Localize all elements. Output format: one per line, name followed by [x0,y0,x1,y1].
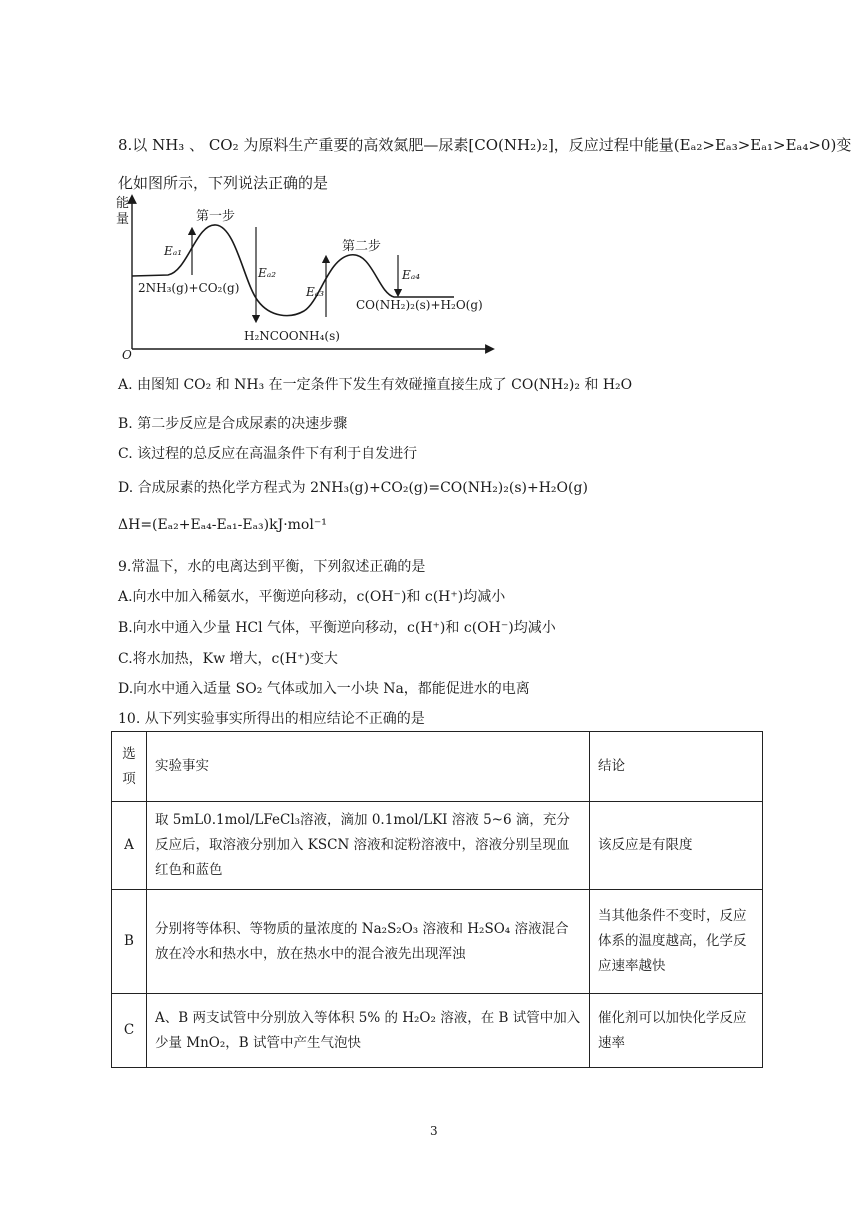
header-fact: 实验事实 [147,732,590,802]
origin-label: O [122,348,132,362]
question-8-stem-continued: 化如图所示，下列说法正确的是 [118,174,329,192]
y-axis-label-2: 量 [116,212,130,227]
row-conclusion: 该反应是有限度 [590,802,763,890]
q8-option-d: D. 合成尿素的热化学方程式为 2NH₃(g)+CO₂(g)=CO(NH₂)₂(s)+H₂O(g) [118,480,588,496]
q9-option-a: A.向水中加入稀氨水，平衡逆向移动，c(OH⁻)和 c(H⁺)均减小 [118,589,506,605]
q8-option-d-enthalpy: ΔH=(Eₐ₂+Eₐ₄-Eₐ₁-Eₐ₃)kJ·mol⁻¹ [118,517,327,533]
row-conclusion: 催化剂可以加快化学反应速率 [590,994,763,1068]
table-row [112,802,763,890]
y-axis-label-1: 能 [116,196,130,211]
row-fact: 取 5mL0.1mol/LFeCl₃溶液，滴加 0.1mol/LKI 溶液 5~6 滴，充分反应后，取溶液分别加入 KSCN 溶液和淀粉溶液中，溶液分别呈现血红色和蓝色 [147,802,590,890]
experiment-table [111,731,763,1068]
question-10-stem: 10. 从下列实验事实所得出的相应结论不正确的是 [118,711,425,727]
intermediate-label: H₂NCOONH₄(s) [244,329,340,343]
reactants-label: 2NH₃(g)+CO₂(g) [138,281,240,295]
table-header-row [112,732,763,802]
table-row [112,890,763,994]
products-label: CO(NH₂)₂(s)+H₂O(g) [356,298,483,312]
step2-label: 第二步 [342,239,382,254]
ea3-label: Eₐ₃ [306,285,325,299]
row-fact: 分别将等体积、等物质的量浓度的 Na₂S₂O₃ 溶液和 H₂SO₄ 溶液混合放在冷水和热水中，放在热水中的混合液先出现浑浊 [147,890,590,994]
row-fact: A、B 两支试管中分别放入等体积 5% 的 H₂O₂ 溶液，在 B 试管中加入少量 MnO₂，B 试管中产生气泡快 [147,994,590,1068]
row-option: C [112,994,147,1068]
energy-diagram [110,193,500,363]
q8-option-c: C. 该过程的总反应在高温条件下有利于自发进行 [118,446,418,462]
row-option: A [112,802,147,890]
row-option: B [112,890,147,994]
page-number: 3 [430,1124,438,1138]
row-conclusion: 当其他条件不变时，反应体系的温度越高，化学反应速率越快 [590,890,763,994]
q8-option-a: A. 由图知 CO₂ 和 NH₃ 在一定条件下发生有效碰撞直接生成了 CO(NH₂)₂ 和 H₂O [118,377,633,393]
header-option: 选项 [112,732,147,802]
step1-label: 第一步 [196,209,236,224]
table-row [112,994,763,1068]
ea1-label: Eₐ₁ [164,244,183,258]
q9-option-b: B.向水中通入少量 HCl 气体，平衡逆向移动，c(H⁺)和 c(OH⁻)均减小 [118,620,556,636]
ea4-label: Eₐ₄ [402,268,421,282]
q8-option-b: B. 第二步反应是合成尿素的决速步骤 [118,416,348,432]
q9-option-d: D.向水中通入适量 SO₂ 气体或加入一小块 Na，都能促进水的电离 [118,681,530,697]
header-conclusion: 结论 [590,732,763,802]
question-9-stem: 9.常温下，水的电离达到平衡，下列叙述正确的是 [118,559,426,575]
q9-option-c: C.将水加热，Kw 增大，c(H⁺)变大 [118,651,338,667]
question-8-stem: 8.以 NH₃ 、 CO₂ 为原料生产重要的高效氮肥—尿素[CO(NH₂)₂]，反应过程中能量(Eₐ₂>Eₐ₃>Eₐ₁>Eₐ₄>0)变 [118,136,852,154]
ea2-label: Eₐ₂ [258,266,277,280]
